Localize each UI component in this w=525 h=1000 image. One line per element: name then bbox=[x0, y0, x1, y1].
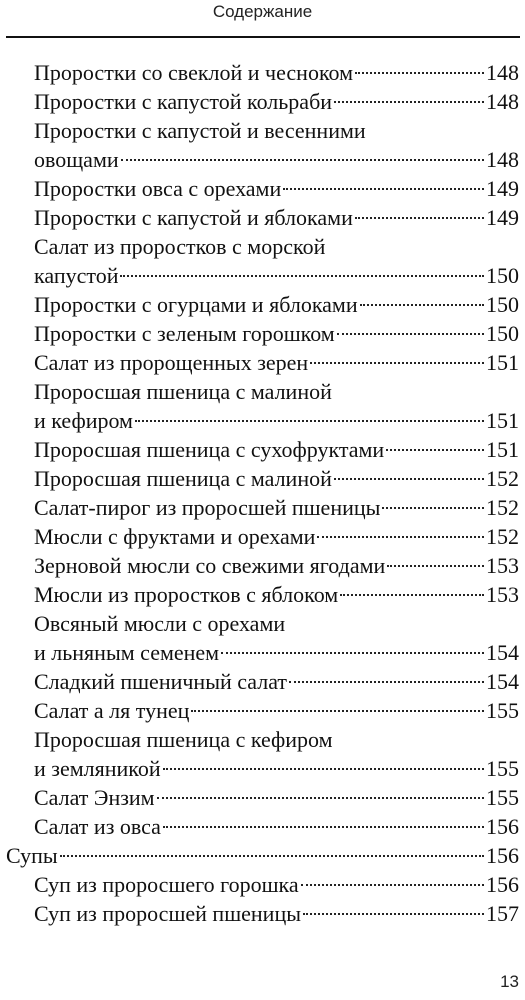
toc-entry-title: овощами bbox=[34, 147, 119, 172]
toc-entry[interactable] bbox=[0, 783, 525, 812]
toc-entry[interactable] bbox=[0, 174, 525, 203]
dot-leader bbox=[120, 275, 484, 277]
dot-leader bbox=[303, 913, 484, 915]
dot-leader bbox=[355, 72, 484, 74]
table-of-contents bbox=[0, 58, 525, 928]
toc-entry-page: 152 bbox=[486, 466, 519, 491]
toc-entry-title: Мюсли с фруктами и орехами bbox=[34, 524, 316, 549]
toc-entry-title: Проростки с огурцами и яблоками bbox=[34, 292, 358, 317]
toc-entry-title: и земляникой bbox=[34, 756, 161, 781]
toc-entry-title: Суп из проросшего горошка bbox=[34, 872, 299, 897]
toc-entry[interactable] bbox=[0, 319, 525, 348]
toc-entry-title: Салат-пирог из проросшей пшеницы bbox=[34, 495, 381, 520]
toc-entry-page: 148 bbox=[486, 60, 519, 85]
toc-entry-page: 148 bbox=[486, 89, 519, 114]
toc-entry-title: Проросшая пшеница с малиной bbox=[34, 379, 332, 404]
toc-entry-page: 155 bbox=[486, 698, 519, 723]
toc-entry[interactable] bbox=[0, 348, 525, 377]
toc-entry-page: 149 bbox=[486, 205, 519, 230]
toc-entry-page: 157 bbox=[486, 901, 519, 926]
toc-entry-title: Проросшая пшеница с малиной bbox=[34, 466, 332, 491]
running-header: Содержание bbox=[212, 2, 313, 21]
toc-entry[interactable] bbox=[0, 116, 525, 174]
toc-entry-title: Проросшая пшеница с кефиром bbox=[34, 727, 333, 752]
toc-entry[interactable] bbox=[0, 696, 525, 725]
toc-section[interactable] bbox=[0, 841, 525, 870]
toc-entry[interactable] bbox=[0, 580, 525, 609]
toc-entry-title: Проросшая пшеница с сухофруктами bbox=[34, 437, 385, 462]
dot-leader bbox=[340, 594, 484, 596]
toc-entry-page: 151 bbox=[486, 437, 519, 462]
toc-entry-title: Проростки со свеклой и чесноком bbox=[34, 60, 354, 85]
toc-entry-title: Мюсли из проростков с яблоком bbox=[34, 582, 339, 607]
header-rule bbox=[6, 36, 520, 38]
toc-entry-page: 149 bbox=[486, 176, 519, 201]
dot-leader bbox=[289, 681, 484, 683]
toc-entry-title: Проростки с капустой и яблоками bbox=[34, 205, 353, 230]
dot-leader bbox=[387, 565, 484, 567]
dot-leader bbox=[355, 217, 484, 219]
toc-entry-page: 154 bbox=[486, 669, 519, 694]
toc-entry-page: 148 bbox=[486, 147, 519, 172]
toc-entry[interactable] bbox=[0, 377, 525, 435]
dot-leader bbox=[191, 710, 484, 712]
dot-leader bbox=[334, 478, 484, 480]
toc-entry-page: 156 bbox=[486, 814, 519, 839]
dot-leader bbox=[163, 768, 484, 770]
dot-leader bbox=[283, 188, 484, 190]
dot-leader bbox=[135, 420, 484, 422]
toc-entry-title: и льняным семенем bbox=[34, 640, 220, 665]
toc-entry[interactable] bbox=[0, 493, 525, 522]
toc-entry[interactable] bbox=[0, 725, 525, 783]
dot-leader bbox=[337, 333, 484, 335]
toc-entry-page: 151 bbox=[486, 408, 519, 433]
toc-entry[interactable] bbox=[0, 522, 525, 551]
dot-leader bbox=[334, 101, 484, 103]
toc-entry-page: 152 bbox=[486, 495, 519, 520]
dot-leader bbox=[382, 507, 484, 509]
toc-entry-title: Проростки овса с орехами bbox=[34, 176, 282, 201]
toc-entry-title: Зерновой мюсли со свежими ягодами bbox=[34, 553, 386, 578]
toc-entry-title: Проростки с капустой и весенними bbox=[34, 118, 366, 143]
toc-entry-title: Проростки с зеленым горошком bbox=[34, 321, 335, 346]
toc-entry-page: 155 bbox=[486, 785, 519, 810]
toc-entry-page: 155 bbox=[486, 756, 519, 781]
dot-leader bbox=[163, 826, 484, 828]
dot-leader bbox=[386, 449, 484, 451]
dot-leader bbox=[301, 884, 484, 886]
dot-leader bbox=[157, 797, 484, 799]
dot-leader bbox=[310, 362, 484, 364]
toc-entry[interactable] bbox=[0, 435, 525, 464]
toc-entry-title: Проростки с капустой кольраби bbox=[34, 89, 333, 114]
toc-entry-title: Салат из пророщенных зерен bbox=[34, 350, 309, 375]
toc-entry[interactable] bbox=[0, 58, 525, 87]
dot-leader bbox=[360, 304, 484, 306]
toc-entry-title: Сладкий пшеничный салат bbox=[34, 669, 288, 694]
dot-leader bbox=[221, 652, 484, 654]
toc-entry[interactable] bbox=[0, 464, 525, 493]
toc-entry[interactable] bbox=[0, 899, 525, 928]
toc-entry-title: и кефиром bbox=[34, 408, 133, 433]
toc-entry[interactable] bbox=[0, 812, 525, 841]
page-number: 13 bbox=[500, 972, 519, 991]
toc-entry-title: Суп из проросшей пшеницы bbox=[34, 901, 302, 926]
toc-entry-page: 150 bbox=[486, 292, 519, 317]
toc-entry-title: Салат Энзим bbox=[34, 785, 155, 810]
dot-leader bbox=[121, 159, 484, 161]
toc-entry-title: Супы bbox=[6, 843, 58, 868]
toc-entry[interactable] bbox=[0, 87, 525, 116]
dot-leader bbox=[60, 855, 484, 857]
toc-entry-page: 152 bbox=[486, 524, 519, 549]
toc-entry-page: 154 bbox=[486, 640, 519, 665]
toc-entry[interactable] bbox=[0, 551, 525, 580]
toc-entry-page: 150 bbox=[486, 263, 519, 288]
toc-entry-title: Салат из проростков с морской bbox=[34, 234, 326, 259]
toc-entry-title: Салат а ля тунец bbox=[34, 698, 190, 723]
toc-entry-page: 156 bbox=[486, 872, 519, 897]
toc-entry[interactable] bbox=[0, 232, 525, 290]
toc-entry-title: Салат из овса bbox=[34, 814, 161, 839]
toc-entry-page: 151 bbox=[486, 350, 519, 375]
toc-entry-title: капустой bbox=[34, 263, 119, 288]
toc-entry[interactable] bbox=[0, 870, 525, 899]
toc-entry-page: 153 bbox=[486, 582, 519, 607]
toc-entry[interactable] bbox=[0, 290, 525, 319]
toc-entry-page: 150 bbox=[486, 321, 519, 346]
toc-entry-page: 153 bbox=[486, 553, 519, 578]
dot-leader bbox=[317, 536, 484, 538]
toc-entry[interactable] bbox=[0, 203, 525, 232]
toc-entry-title: Овсяный мюсли с орехами bbox=[34, 611, 286, 636]
toc-entry-page: 156 bbox=[486, 843, 519, 868]
toc-entry[interactable] bbox=[0, 609, 525, 667]
toc-entry[interactable] bbox=[0, 667, 525, 696]
